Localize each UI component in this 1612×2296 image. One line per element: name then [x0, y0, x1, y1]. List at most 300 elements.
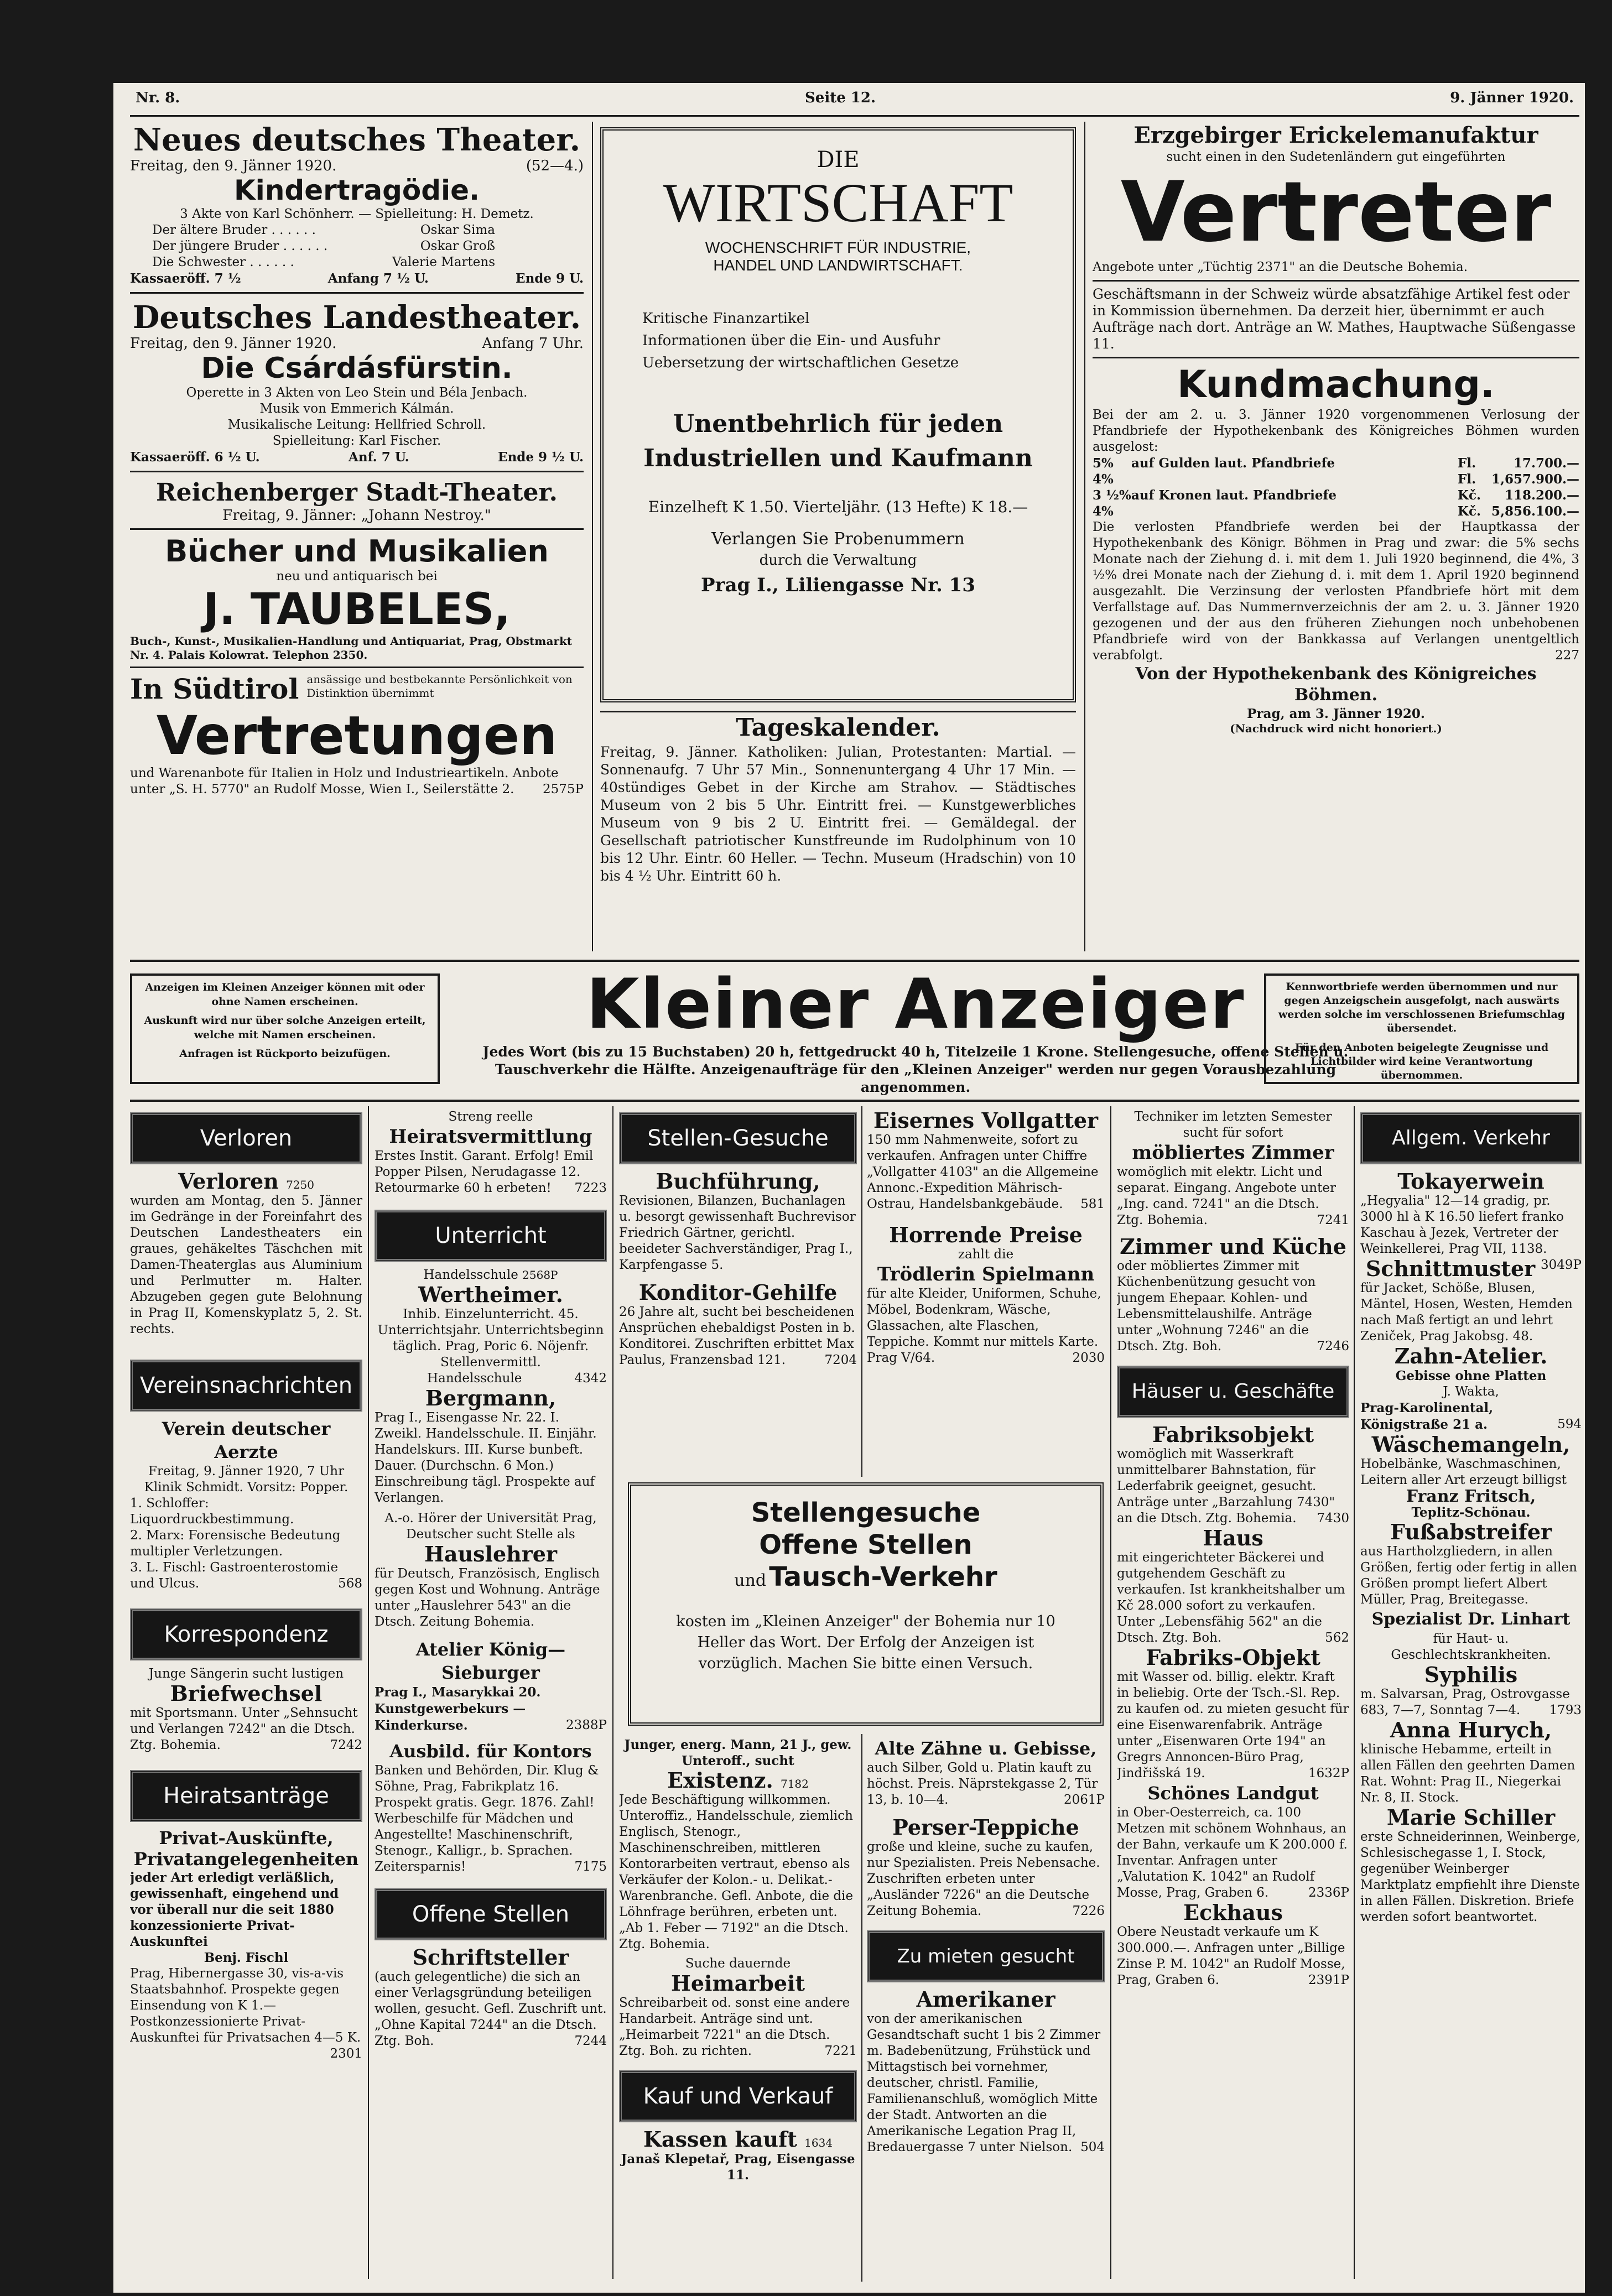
kleiner-note: Auskunft wird nur über solche Anzeigen erteilt, welche mit Namen erscheinen. [144, 1014, 426, 1041]
ad-number: 7182 [780, 1777, 809, 1790]
ad-name: Benj. Fischl [204, 1950, 289, 1965]
bond-type [1131, 503, 1458, 519]
ad-title: Anna Hurych, [1390, 1717, 1552, 1742]
classified-col-3-bottom [619, 1737, 857, 2284]
column-rule [861, 1106, 862, 1477]
classified-col-1 [130, 1109, 362, 2282]
wirtschaft-sub2: HANDEL UND LANDWIRTSCHAFT. [713, 257, 963, 274]
divider [130, 292, 584, 294]
books-title: Bücher und Musikalien [165, 534, 549, 569]
kundmachung-title: Kundmachung. [1177, 363, 1495, 407]
ad-number: 3049P [1540, 1258, 1582, 1272]
theater2-times [130, 449, 584, 465]
ad-text: jeder Art erledigt verläßlich, gewissenhaft, eingehend und vor überall nur die seit 1880 konzessionierte Privat-Auskunftei [130, 1870, 339, 1949]
agenda-item: 2. Marx: Forensische Bedeutung multipler Verletzungen. [130, 1528, 341, 1559]
page-number: Seite 12. [805, 90, 876, 106]
ad-text-wrap [1117, 1164, 1349, 1228]
box-und: und [734, 1571, 767, 1590]
ad-title: Buchführung, [656, 1169, 820, 1194]
ad-title: Ausbild. für Kontors [389, 1741, 592, 1762]
ad-pre: zahlt die [958, 1247, 1014, 1262]
section-stellen-gesuche: Stellen-Gesuche [619, 1112, 857, 1164]
cast-row: Der jüngere Bruder . . . . . . Oskar Groß [152, 239, 495, 253]
cast-actor: Valerie Martens [392, 255, 495, 269]
ad-number: 2568P [522, 1268, 558, 1282]
ad-address: Teplitz-Schönau. [1411, 1505, 1531, 1520]
ad-text: Schreibarbeit od. sonst eine andere Handarbeit. Anträge sind unt. „Heimarbeit 7221" an die Dtsch. Ztg. Boh. zu richten. [619, 1996, 850, 2058]
wirtschaft-probe: Verlangen Sie Probenummern [711, 529, 965, 549]
section-kauf-und-verkauf: Kauf und Verkauf [619, 2070, 857, 2122]
newspaper-page [113, 83, 1585, 2293]
section-heiratsantraege: Heiratsanträge [130, 1770, 362, 1822]
amount: 5,856.100.— [1491, 504, 1579, 519]
agenda-item: 3. L. Fischl: Gastroenterostomie und Ulcus. [130, 1560, 339, 1591]
books-text: Buch-, Kunst-, Musikalien-Handlung und Antiquariat, Prag, Obstmarkt Nr. 4. Palais Kolowrat. Telephon 2350. [130, 634, 573, 662]
ad-number: 2391P [1308, 1973, 1349, 1987]
divider [130, 667, 584, 668]
right-top-column [1093, 122, 1579, 962]
rate: 4% [1093, 504, 1114, 519]
divider [1093, 357, 1579, 358]
ad-name: J. Wakta, [1443, 1384, 1499, 1399]
ad-text: für alte Kleider, Uniformen, Schuhe, Möbel, Bodenkram, Wäsche, Glassachen, alte Flaschen, Teppiche. Kommt nur mittels Karte. Prag V/64. [867, 1287, 1101, 1365]
theater1-date-line [130, 158, 584, 174]
ad-text: Revisionen, Bilanzen, Buchanlagen u. besorgt gewissenhaft Buchrevisor Friedrich Gärtner, gerichtl. beeideter Sachverständiger, Prag I., Karpfengasse 5. [619, 1194, 856, 1272]
ad-text: in Ober-Oesterreich, ca. 100 Metzen mit schönem Wohnhaus, an der Bahn, verkaufe um K 200.000 f. Inventar. Anfragen unter „Valutation K. 1042" an Rudolf Mosse, Prag, Graben 6. [1117, 1805, 1348, 1900]
kundmachung-note: (Nachdruck wird nicht honoriert.) [1230, 722, 1442, 735]
ad-text-wrap [375, 1148, 607, 1196]
theater1-date: Freitag, den 9. Jänner 1920. [130, 158, 337, 174]
ad-title: Fabriksobjekt [1152, 1422, 1314, 1447]
wirtschaft-sub1: WOCHENSCHRIFT FÜR INDUSTRIE, [705, 239, 971, 256]
column-rule [592, 122, 593, 951]
ad-text: Freitag, 9. Jänner 1920, 7 Uhr Klinik Schmidt. Vorsitz: Popper. [144, 1464, 349, 1495]
band-rule [130, 1100, 1579, 1102]
classified-col-2 [375, 1109, 607, 2282]
box-line: Stellengesuche [751, 1497, 981, 1528]
ad-text: für Deutsch, Französisch, Englisch gegen Kost und Wohnung. Anträge unter „Hauslehrer 543" an die Dtsch. Zeitung Bohemia. [375, 1566, 600, 1629]
theater2-start: Anfang 7 Uhr. [482, 335, 584, 352]
ad-text-wrap [1117, 1258, 1349, 1355]
schweiz-text: Geschäftsmann in der Schweiz würde absatzfähige Artikel fest oder in Kommission übernehmen. Da derzeit hier, übernimmt er auch Aufträge nach dort. Anträge an W. Mathes, Hauptwache Süßengasse 11. [1093, 286, 1576, 352]
kundmachung-row [1093, 503, 1579, 519]
ad-text: aus Hartholzgliedern, in allen Größen, fertig oder fertig in allen Größen prompt liefert Albert Müller, Prag, Breitegasse. [1360, 1544, 1577, 1607]
theater3-title: Reichenberger Stadt-Theater. [156, 478, 558, 507]
wirtschaft-feature: Kritische Finanzartikel [642, 310, 810, 327]
wirtschaft-features [642, 308, 1056, 374]
wirtschaft-address: Prag I., Liliengasse Nr. 13 [701, 574, 975, 596]
theater1-times [130, 270, 584, 287]
ad-title: Hauslehrer [424, 1542, 557, 1566]
ad-number: 7204 [824, 1353, 857, 1367]
kleiner-note: Kennwortbriefe werden übernommen und nur gegen Anzeigschein ausgefolgt, nach auswärts werden solche im verschlossenen Briefumschlag übersendet. [1278, 981, 1566, 1034]
box-text: kosten im „Kleinen Anzeiger" der Bohemia nur 10 Heller das Wort. Der Erfolg der Anzeigen ist vorzüglich. Machen Sie bitte einen Versuch. [676, 1613, 1055, 1672]
section-allgem-verkehr: Allgem. Verkehr [1360, 1112, 1582, 1164]
ad-pre: Junge Sängerin sucht lustigen [148, 1667, 344, 1681]
ad-pre: Techniker im letzten Semester sucht für sofort [1134, 1110, 1332, 1140]
ad-number: 2301 [330, 2047, 362, 2061]
start-time: Anf. 7 U. [349, 450, 409, 465]
wirtschaft-feature: Informationen über die Ein- und Ausfuhr [642, 332, 940, 349]
currency: Fl. [1458, 456, 1476, 471]
wirtschaft-price: Einzelheft K 1.50. Vierteljähr. (13 Hefte) K 18.— [648, 498, 1028, 516]
theater-column [130, 122, 584, 962]
ad-title: Perser-Teppiche [892, 1815, 1079, 1840]
wirtschaft-durch: durch die Verwaltung [759, 552, 917, 569]
tageskalender-text: Freitag, 9. Jänner. Katholiken: Julian, Protestanten: Martial. — Sonnenaufg. 7 Uhr 57 Min., Sonnenuntergang 4 Uhr 17 Min. — 40stündiges Gebet in der Kirche am Strahov. — Städtisches Museum von 2 bis 5 Uhr. Eintritt frei. — Kunstgewerbliches Museum von 9 bis 2 U. Eintritt frei. — Gemäldegal. der Gesellschaft patriotischer Kunstfreunde im Rudolphinum von 10 bis 12 Uhr. Eintr. 60 Heller. — Techn. Museum (Hradschin) von 10 bis 4 ½ Uhr. Eintritt 60 h. [600, 744, 1076, 884]
ad-text-wrap [867, 1839, 1105, 1919]
books-name: J. TAUBELES, [203, 585, 511, 634]
ad-title: Heimarbeit [670, 1971, 805, 1996]
wirtschaft-feature: Uebersetzung der wirtschaftlichen Gesetze [642, 355, 959, 371]
section-vereinsnachrichten: Vereinsnachrichten [130, 1360, 362, 1412]
classified-col-5 [1117, 1109, 1349, 2282]
currency: Kč. [1458, 488, 1481, 503]
ad-text: „Hegyalia" 12—14 gradig, pr. 3000 hl à K 16.50 liefert franko Kaschau à Jezek, Vertreter der Weinkellerei, Prag VII, 1138. [1360, 1194, 1564, 1256]
ad-title: Spezialist Dr. Linhart [1371, 1610, 1571, 1629]
rate: 3 ½% [1093, 488, 1131, 503]
ad-title: Haus [1203, 1526, 1263, 1550]
ad-text: Prag-Karolinental, Königstraße 21 a. [1360, 1400, 1494, 1432]
theater2-credit: Spielleitung: Karl Fischer. [272, 434, 441, 448]
ad-text-wrap [867, 1286, 1105, 1366]
ad-text: 26 Jahre alt, sucht bei bescheidenen Ansprüchen ehebaldigst Posten in b. Konditorei. Zuschriften erbittet Max Paulus, Franzensbad 121. [619, 1305, 855, 1367]
suedtirol-head [130, 673, 584, 706]
ad-text-wrap [375, 1763, 607, 1875]
ad-title: Existenz. [667, 1768, 773, 1793]
theater2-play: Die Csárdásfürstin. [201, 352, 513, 385]
ad-text: Janaš Klepetař, Prag, Eisengasse 11. [621, 2152, 855, 2183]
ad-text: erste Schneiderinnen, Weinberge, Schlesischegasse 1, I. Stock, gegenüber Weinberger Marktplatz empfiehlt ihre Dienste in allen Fällen. Diskretion. Briefe werden sofort beantwortet. [1360, 1830, 1580, 1924]
kleiner-right-box [1264, 973, 1579, 1084]
ad-sub: Gebisse ohne Platten [1395, 1368, 1547, 1383]
wirtschaft-slogan: Unentbehrlich für jeden Industriellen und Kaufmann [643, 410, 1033, 472]
ad-text: mit Sportsmann. Unter „Sehnsucht und Verlangen 7242" an die Dtsch. Ztg. Bohemia. [130, 1706, 358, 1752]
ad-number: 4342 [574, 1371, 607, 1386]
theater2-credit: Musikalische Leitung: Hellfried Schroll. [227, 418, 486, 432]
amount: 1,657.900.— [1491, 472, 1579, 487]
divider [1093, 280, 1579, 282]
end-time: Ende 9 ½ U. [498, 450, 584, 465]
kundmachung-sign: Von der Hypothekenbank des Königreiches Böhmen. [1135, 664, 1537, 705]
box-line: Tausch-Verkehr [769, 1561, 997, 1592]
suedtirol-label: In Südtirol [130, 673, 299, 705]
ad-number: 7226 [1072, 1904, 1105, 1918]
ad-text: m. Salvarsan, Prag, Ostrovgasse 683, 7—7, Sonntag 7—4. [1360, 1687, 1570, 1717]
agenda-item-last [130, 1560, 362, 1592]
kundmachung-row [1093, 487, 1579, 503]
ad-title-line [619, 1769, 857, 1792]
box-line-3 [653, 1561, 1078, 1599]
ad-title: Fußabstreifer [1390, 1519, 1552, 1544]
section-haeuser-geschaefte: Häuser u. Geschäfte [1117, 1366, 1349, 1418]
kundmachung-date: Prag, am 3. Jänner 1920. [1247, 706, 1425, 721]
ad-number: 562 [1325, 1631, 1349, 1645]
ad-text-wrap [130, 1966, 362, 2061]
box-line: Offene Stellen [759, 1529, 973, 1560]
cast-row: Die Schwester . . . . . . Valerie Martens [152, 255, 495, 269]
ad-title: Kassen kauft [643, 2127, 797, 2152]
erzgebirger-big: Vertreter [1120, 164, 1552, 261]
ad-title: Konditor-Gehilfe [638, 1280, 838, 1305]
ad-number: 2030 [1072, 1351, 1105, 1365]
ad-title: Horrende Preise [889, 1222, 1083, 1247]
ad-text-wrap [619, 1995, 857, 2059]
rate: 5% [1093, 456, 1114, 471]
ad-title: Wäschemangeln, [1371, 1432, 1571, 1457]
ad-number: 7430 [1317, 1511, 1349, 1526]
ad-number: 581 [1080, 1197, 1105, 1211]
ad-title [130, 1170, 362, 1193]
ad-pre: Suche dauernde [685, 1956, 791, 1971]
ad-number: 594 [1557, 1417, 1582, 1431]
ad-number: 7175 [574, 1860, 607, 1874]
ad-number: 1634 [804, 2136, 833, 2149]
ad-text: Banken und Behörden, Dir. Klug & Söhne, Prag, Fabrikplatz 16. Prospekt gratis. Gegr. 1876. Zahl! Werbeschilfe für Mädchen und Angestellte! Maschinenschrift, Stenogr., Kalligr., b. Sprachen. Zeitersparnis! [375, 1763, 599, 1874]
ad-number: 1632P [1308, 1766, 1349, 1780]
ad-text: 150 mm Nahmenweite, sofort zu verkaufen. Anfragen unter Chiffre „Vollgatter 4103" an die Allgemeine Annonc.-Expedition Mährisch-Ostrau, Handelsbankgebäude. [867, 1133, 1099, 1211]
ad-title: Tokayerwein [1397, 1169, 1545, 1194]
cast-actor: Oskar Groß [420, 239, 495, 253]
ad-number: 2061P [1063, 1793, 1105, 1807]
ad-text: Obere Neustadt verkaufe um K 300.000.—. Anfragen unter „Billige Zinse P. M. 1042" an Rudolf Mosse, Prag, Graben 6. [1117, 1925, 1345, 1987]
kleiner-title: Kleiner Anzeiger [586, 965, 1245, 1044]
wirtschaft-title: WIRTSCHAFT [663, 172, 1013, 233]
ad-text: für Haut- u. Geschlechtskrankheiten. [1391, 1632, 1551, 1662]
bond-type: auf Gulden laut. Pfandbriefe [1131, 456, 1335, 471]
ad-text-wrap [375, 1969, 607, 2049]
theater1-cast [152, 222, 495, 270]
ad-text-wrap [619, 1304, 857, 1368]
column-rule [1084, 122, 1085, 951]
ad-text: womöglich mit elektr. Licht und separat. Eingang. Angebote unter „Ing. cand. 7241" an die Dtsch. Ztg. Bohemia. [1117, 1165, 1336, 1227]
ad-text-wrap [1117, 1924, 1349, 1988]
theater1-code: (52—4.) [526, 158, 584, 174]
ad-pre: Junger, energ. Mann, 21 J., gew. Unteroff., sucht [624, 1737, 852, 1768]
ad-number: 7221 [824, 2044, 857, 2058]
ad-name: Franz Fritsch, [1406, 1487, 1536, 1506]
ad-text: klinische Hebamme, erteilt in allen Fällen den geehrten Damen Rat. Wohnt: Prag II., Niegerkai Nr. 8, II. Stock. [1360, 1742, 1575, 1805]
wirtschaft-die: DIE [817, 147, 860, 173]
ad-text-wrap [867, 1760, 1105, 1808]
ad-text-wrap [1360, 1400, 1582, 1433]
theater2-title: Deutsches Landestheater. [132, 299, 581, 336]
rate: 4% [1093, 472, 1114, 487]
divider [130, 528, 584, 530]
header-rule [130, 115, 1579, 117]
amount: 118.200.— [1504, 488, 1579, 503]
ad-title: Bergmann, [425, 1386, 557, 1410]
ad-text-wrap [867, 1132, 1105, 1212]
ad-number: 2388P [565, 1718, 607, 1732]
ad-title: möbliertes Zimmer [1132, 1142, 1334, 1164]
ad-pre-line [375, 1267, 607, 1283]
ad-number: 227 [1555, 648, 1579, 663]
ad-title: Privat-Auskünfte, Privatangelegenheiten [133, 1828, 359, 1870]
column-rule [1354, 1106, 1355, 2279]
ad-title: Fabriks-Objekt [1146, 1645, 1320, 1670]
bond-type: auf Kronen laut. Pfandbriefe [1131, 488, 1337, 503]
kleiner-anzeiger-banner [456, 965, 1375, 1095]
box-office-time: Kassaeröff. 6 ½ U. [130, 450, 260, 465]
ad-number: 2575P [542, 782, 584, 796]
section-korrespondenz: Korrespondenz [130, 1608, 362, 1660]
classified-col-3-top [619, 1109, 857, 1485]
kleiner-left-box [130, 973, 440, 1084]
ad-text-wrap [1117, 1805, 1349, 1901]
theater1-title: Neues deutsches Theater. [133, 122, 581, 158]
start-time: Anfang 7 ½ U. [327, 271, 429, 286]
theater2-date-line [130, 336, 584, 352]
ad-text-wrap [1117, 1669, 1349, 1782]
ad-number: 568 [338, 1576, 362, 1591]
ad-text: große und kleine, suche zu kaufen, nur Spezialisten. Preis Nebensache. Zuschriften erbeten unter „Ausländer 7226" an die Deutsche Zeitung Bohemia. [867, 1840, 1100, 1918]
suedtirol-body: und Warenanbote für Italien in Holz und Industrieartikeln. Anbote unter „S. H. 5770" an Rudolf Mosse, Wien I., Seilerstätte 2. [130, 766, 559, 796]
ad-text-wrap [1360, 1686, 1582, 1719]
kundmachung-text [1093, 519, 1579, 664]
ad-text-wrap [1117, 1550, 1349, 1646]
kleiner-note: Anzeigen im Kleinen Anzeiger können mit oder ohne Namen erscheinen. [145, 981, 425, 1008]
kleiner-note: Anfragen ist Rückporto beizufügen. [179, 1048, 391, 1060]
ad-text: oder möbliertes Zimmer mit Küchenbenützung gesucht von jungem Ehepaar. Kohlen- und Lebensmittelaushilfe. Anträge unter „Wohnung 7246" an die Dtsch. Ztg. Boh. [1117, 1259, 1316, 1353]
ad-text: womöglich mit Wasserkraft unmittelbarer Bahnstation, für Lederfabrik geeignet, gesucht. Anträge unter „Barzahlung 7430" an die Dtsch. Ztg. Bohemia. [1117, 1447, 1335, 1526]
ad-title: Verein deutscher Aerzte [162, 1418, 331, 1462]
bond-type [1131, 471, 1458, 487]
issue-date: 9. Jänner 1920. [1450, 90, 1574, 106]
currency: Kč. [1458, 504, 1481, 519]
ad-text: Prag I., Masarykkai 20. Kunstgewerbekurs — Kinderkurse. [375, 1685, 541, 1733]
section-zu-mieten-gesucht: Zu mieten gesucht [867, 1930, 1105, 1982]
ad-text: Prag, Hibernergasse 30, vis-a-vis Staatsbahnhof. Prospekte gegen Einsendung von K 1.— Postkonzessionierte Privat-Auskunftei für Privatsachen 4—5 K. [130, 1966, 361, 2045]
column-rule [1110, 1106, 1111, 2279]
theater1-credits: 3 Akte von Karl Schönherr. — Spielleitung: H. Demetz. [180, 207, 534, 221]
ad-text: für Jacket, Schöße, Blusen, Mäntel, Hosen, Westen, Hemden nach Maß fertigt an und lehrt Zeniček, Prag Jakobsg. 48. [1360, 1281, 1573, 1344]
divider [130, 471, 584, 472]
end-time: Ende 9 U. [516, 271, 584, 286]
ad-title-line [619, 2128, 857, 2151]
cast-actor: Oskar Sima [420, 223, 495, 237]
ad-text-wrap [130, 1705, 362, 1753]
kleiner-text: Jedes Wort (bis zu 15 Buchstaben) 20 h, fettgedruckt 40 h, Titelzeile 1 Krone. Stellengesuche, offene Stellen u. Tauschverkehr die Hälfte. Anzeigenaufträge für den „Kleinen Anzeiger" werden nur gegen Vorausbezahlung angenommen. [482, 1044, 1349, 1095]
books-sub: neu und antiquarisch bei [276, 569, 438, 584]
ad-pre: Streng reelle [448, 1110, 533, 1124]
kundmachung-table [1093, 455, 1579, 519]
section-verloren: Verloren [130, 1112, 362, 1164]
section-unterricht: Unterricht [375, 1210, 607, 1262]
cast-role: Der ältere Bruder [152, 223, 268, 237]
kundmachung-body: Die verlosten Pfandbriefe werden bei der Hauptkassa der Hypothekenbank des Königr. Böhmen in Prag und zwar: die 5% sechs Monate nach der Ziehung d. i. mit dem 1. Juli 1920 beginnend, die 4%, 3 ½% drei Monate nach der Ziehung d. i. mit dem 1. April 1920 beginnend ausgezahlt. Die Verzinsung der verlosten Pfandbriefe hört mit dem Verfallstage auf. Das Nummernverzeichnis der am 2. u. 3. Jänner 1920 gezogenen und der aus den früheren Ziehungen noch unbehobenen Pfandbriefe wird von der Bankkassa auf Verlangen unentgeltlich verabfolgt. [1093, 520, 1579, 663]
suedtirol-big: Vertretungen [156, 705, 558, 767]
ad-title: Briefwechsel [170, 1681, 323, 1706]
ad-number: 7246 [1317, 1339, 1349, 1353]
band-rule [130, 960, 1579, 962]
ad-title: Syphilis [1424, 1662, 1518, 1687]
erzgebirger-title: Erzgebirger Erickelemanufaktur [1133, 122, 1538, 148]
stellengesuche-box [628, 1482, 1104, 1726]
ad-number: 7241 [1317, 1213, 1349, 1227]
ad-number: 504 [1080, 2140, 1105, 2154]
suedtirol-intro: ansässige und bestbekannte Persönlichkeit von Distinktion übernimmt [306, 673, 573, 700]
kundmachung-intro: Bei der am 2. u. 3. Jänner 1920 vorgenommenen Verlosung der Pfandbriefe der Hypothekenbank des Königreiches Böhmen wurden ausgelost: [1093, 408, 1579, 454]
ad-text: Prag I., Eisengasse Nr. 22. I. Zweikl. Handelsschule. II. Einjähr. Handelskurs. III. Kurse bunbeft. Dauer. (Durchschn. 6 Mon.) Einschreibung tägl. Prospekte auf Verlangen. [375, 1410, 597, 1505]
section-offene-stellen: Offene Stellen [375, 1888, 607, 1940]
ad-title: Schriftsteller [412, 1945, 569, 1970]
ad-text: von der amerikanischen Gesandtschaft sucht 1 bis 2 Zimmer m. Badebenützung, Frühstück und Mittagstisch bei vornehmer, deutscher, christl. Familie, Familienanschluß, womöglich Mitte der Stadt. Antworten an die Amerikanische Legation Prag II, Bredauergasse 7 unter Nielson. [867, 2012, 1101, 2154]
ad-title: Eisernes Vollgatter [873, 1109, 1099, 1133]
ad-name: Trödlerin Spielmann [877, 1263, 1095, 1285]
ad-pre: Handelsschule [427, 1371, 522, 1386]
ad-number: 1793 [1549, 1703, 1582, 1717]
theater2-credit: Musik von Emmerich Kálmán. [259, 402, 454, 416]
kundmachung-row [1093, 455, 1579, 471]
ad-title: Wertheimer. [418, 1282, 563, 1307]
verloren-title: Verloren [178, 1169, 279, 1194]
ad-title: Atelier König—Sieburger [415, 1639, 566, 1683]
ad-pre: Handelsschule [423, 1268, 518, 1282]
ad-number: 7250 [286, 1178, 314, 1191]
ad-title: Amerikaner [916, 1987, 1055, 2012]
ad-text-wrap [867, 2011, 1105, 2156]
issue-number: Nr. 8. [136, 90, 180, 106]
theater2-credit: Operette in 3 Akten von Leo Stein und Béla Jenbach. [186, 386, 528, 400]
cast-role: Die Schwester [152, 255, 246, 269]
cast-row: Der ältere Bruder . . . . . . Oskar Sima [152, 223, 495, 237]
column-rule [612, 1106, 613, 2279]
ad-title: Zahn-Atelier. [1394, 1344, 1548, 1368]
kundmachung-row [1093, 471, 1579, 487]
cast-role: Der jüngere Bruder [152, 239, 279, 253]
agenda-item: 1. Schloffer: Liquordruckbestimmung. [130, 1496, 294, 1527]
ad-text: auch Silber, Gold u. Platin kauft zu höchst. Preis. Näprstekgasse 2, Tür 13, b. 10—4. [867, 1761, 1098, 1807]
ad-title: Schönes Landgut [1147, 1783, 1319, 1804]
erzgebirger-text: sucht einen in den Sudetenländern gut eingeführten [1166, 150, 1506, 164]
ad-text: (auch gelegentliche) die sich an einer Verlagsgründung beteiligen wollen, gesucht. Gefl. Zuschrift unt. „Ohne Kapital 7244" an die Dtsch. Ztg. Boh. [375, 1970, 607, 2048]
tageskalender-title: Tageskalender. [736, 714, 940, 742]
tageskalender [600, 711, 1076, 954]
suedtirol-text [130, 766, 584, 798]
ad-title: Heiratsvermittlung [389, 1126, 592, 1148]
box-office-time: Kassaeröff. 7 ½ [130, 271, 241, 286]
ad-text: Jede Beschäftigung willkommen. Unteroffiz., Handelsschule, ziemlich Englisch, Stenogr., Maschinenschreiben, mittleren Kontorarbeiten vertraut, ebenso als Verkäufer der Kolon.- u. Delikat.-Warenbranche. Gefl. Anbote, die die Löhnfrage berühren, erbeten unt. „Ab 1. Feber — 7192" an die Dtsch. Ztg. Bohemia. [619, 1793, 854, 1951]
ad-number: 7223 [574, 1181, 607, 1195]
column-rule [368, 1106, 369, 2279]
ad-text: Inhib. Einzelunterricht. 45. Unterrichtsjahr. Unterrichtsbeginn täglich. Prag, Poric 6. Nöjenfr. Stellenvermittl. [377, 1307, 604, 1370]
kleiner-note: Für den Anboten beigelegte Zeugnisse und Lichtbilder wird keine Verantwortung übernommen. [1294, 1042, 1549, 1081]
classified-col-4-top [867, 1109, 1105, 1480]
column-rule [861, 1734, 862, 2282]
ad-title: Schnittmuster [1365, 1256, 1536, 1281]
ad-pre: A.-o. Hörer der Universität Prag, Deutscher sucht Stelle als [384, 1511, 597, 1542]
ad-text-wrap [375, 1684, 607, 1734]
ad-text: mit eingerichteter Bäckerei und gutgehendem Geschäft zu verkaufen. Ist krankheitshalber um Kč 28.000 sofort zu verkaufen. Unter „Lebensfähig 562" an die Dtsch. Ztg. Boh. [1117, 1550, 1345, 1645]
classified-col-6 [1360, 1109, 1582, 2282]
ad-number: 2336P [1308, 1886, 1349, 1900]
wirtschaft-ad [600, 127, 1076, 702]
theater2-date: Freitag, den 9. Jänner 1920. [130, 335, 337, 352]
amount: 17.700.— [1513, 456, 1579, 471]
ad-number: 7242 [330, 1738, 362, 1752]
ad-number: 7244 [574, 2034, 607, 2048]
theater3-line: Freitag, 9. Jänner: „Johann Nestroy." [222, 507, 491, 524]
ad-text: wurden am Montag, den 5. Jänner im Gedränge in der Foreinfahrt des Deutschen Landestheaters ein graues, gehäkeltes Täschchen mit Damen-Theaterglas aus Aluminium und Perlmutter m. Halter. Abzugeben gegen gute Belohnung in Prag II, Komenskyplatz 5, 2. St. rechts. [130, 1194, 362, 1336]
ad-title: Eckhaus [1183, 1900, 1283, 1925]
ad-title: Marie Schiller [1386, 1805, 1556, 1830]
ad-title: Zimmer und Küche [1120, 1234, 1346, 1259]
ad-pre-line [375, 1371, 607, 1387]
erzgebirger-anbote: Angebote unter „Tüchtig 2371" an die Deutsche Bohemia. [1093, 260, 1468, 274]
ad-text: mit Wasser od. billig. elektr. Kraft in beliebig. Orte der Tsch.-Sl. Rep. zu kaufen od. zu mieten gesucht für eine Eisenwarenfabrik. Anträge unter „Eisenwaren Orte 194" an Gregrs Annoncen-Büro Prag, Jindřišská 19. [1117, 1670, 1349, 1780]
ad-text-wrap [1117, 1446, 1349, 1527]
